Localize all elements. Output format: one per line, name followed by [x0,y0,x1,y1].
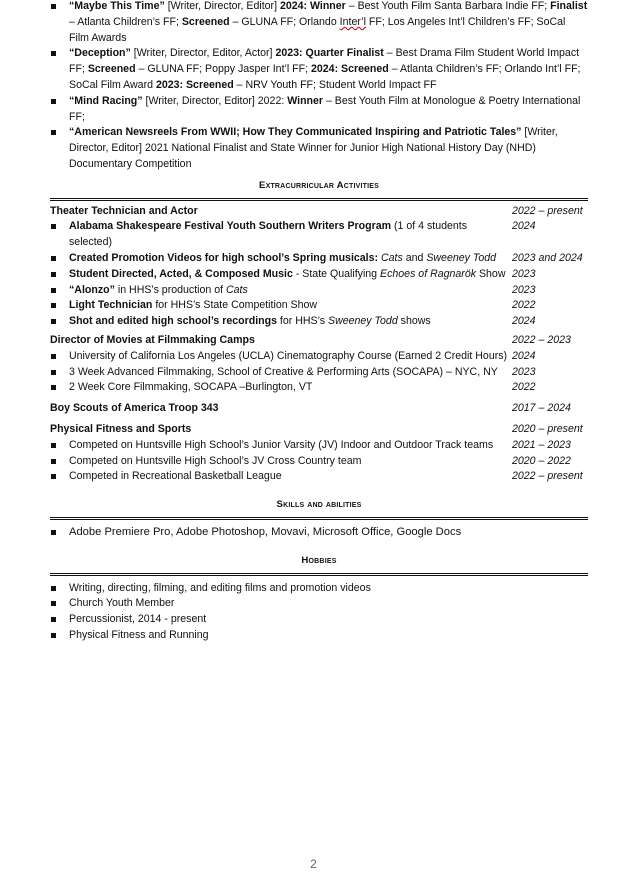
item-bold: Light Technician [69,299,153,312]
film-award: Screened [87,63,136,76]
bullet-icon [51,51,56,56]
item-date: 2022 – present [512,470,583,483]
hobby-text: Physical Fitness and Running [69,628,209,641]
activity-date: 2020 – present [512,422,583,435]
film-title: “Mind Racing” [69,94,143,107]
film-award: Winner [287,94,324,107]
film-roles: [Writer, Director, Editor, Actor] [130,47,276,60]
bullet-icon [51,459,56,464]
hobby-text: Church Youth Member [69,597,175,610]
film-award-text: – NRV Youth FF; Student World Impact FF [233,78,437,91]
section-title-skills [50,497,588,520]
item-text: Competed on Huntsville High School’s JV Cross Country team [69,454,362,467]
list-item [50,267,588,283]
item-date: 2022 [512,299,536,312]
film-entry [50,125,588,172]
list-item [50,438,588,454]
film-award-text: – Atlanta Children’s FF; [69,15,182,28]
list-item [50,251,588,267]
item-date: 2024 [512,349,536,362]
film-roles: [Writer, Director, Editor] 2022: [142,94,288,107]
section-title-text: Hobbies [301,554,337,566]
film-award-text: FF; Los Angeles Int’l Children’s FF; SoCal Film Awards [69,15,566,44]
misspelled-word: Inter’l [339,15,366,28]
list-item [50,469,588,485]
activity-heading-text: Physical Fitness and Sports [50,422,192,435]
list-item [50,219,588,251]
film-award-text: – GLUNA FF; Poppy Jasper Int’l FF; [135,63,311,76]
bullet-icon [51,617,56,622]
film-title: “Deception” [69,47,131,60]
item-text: in HHS’s production of [114,283,227,296]
activity-heading-text: Boy Scouts of America Troop 343 [50,402,219,415]
item-date: 2023 [512,267,536,280]
film-award-text: – Atlanta Children’s FF; Orlando Int’l FF; SoCal Film Award [69,63,581,91]
item-text: and [402,251,427,264]
bullet-icon [51,288,56,293]
film-award-text: – Best Youth Film Santa Barbara Indie FF; [345,0,551,12]
film-award: 2023: Screened [155,78,234,91]
hobby-text: Writing, directing, filming, and editing films and promotion videos [69,581,371,594]
bullet-icon [51,586,56,591]
item-bold: Shot and edited high school’s recordings [69,315,277,328]
bullet-icon [51,224,56,229]
item-date: 2023 and 2024 [512,251,583,264]
resume-page [50,0,588,644]
film-roles: [Writer, Director, Editor] 2021 National Finalist and State Winner for Junior High National History Day (NHD) Documentary Competition [69,126,558,170]
activity-heading [50,333,588,349]
item-date: 2024 [512,220,536,233]
film-award-text: – Best Youth Film at Monologue & Poetry International FF; [69,94,581,123]
item-italic: Cats [378,251,403,264]
item-date: 2021 – 2023 [512,438,571,451]
item-italic: Cats [226,283,248,296]
list-item [50,380,588,396]
hobbies-list [50,581,588,644]
bullet-icon [51,601,56,606]
film-entry [50,94,588,126]
item-text: University of California Los Angeles (UCLA) Cinematography Course (Earned 2 Credit Hours) [69,349,508,362]
film-title: “American Newsreels From WWII; How They Communicated Inspiring and Patriotic Tales” [69,126,522,139]
section-title-extracurricular [50,178,588,201]
item-text: (1 of 4 students selected) [69,220,468,249]
item-text: shows [397,315,431,328]
list-item [50,628,588,644]
bullet-icon [51,272,56,277]
list-item [50,365,588,381]
activity-date: 2017 – 2024 [512,402,571,415]
list-item [50,349,588,365]
item-italic: Sweeney Todd [328,315,398,328]
item-bold: Student Directed, Acted, & Composed Music [69,267,293,280]
list-item [50,612,588,628]
list-item [50,298,588,314]
film-entry [50,46,588,93]
list-item [50,283,588,299]
activity-heading [50,204,588,220]
film-award: 2024: Screened [311,63,389,76]
film-award: Finalist [550,0,588,12]
activity-heading-text: Theater Technician and Actor [50,204,198,217]
film-award: 2024: Winner [279,0,346,12]
film-entry [50,0,588,46]
film-award: Screened [181,15,230,28]
bullet-icon [51,633,56,638]
item-text: 2 Week Core Filmmaking, SOCAPA –Burlington, VT [69,381,313,394]
item-date: 2023 [512,283,536,296]
item-date: 2020 – 2022 [512,454,571,467]
bullet-icon [51,385,56,390]
item-text: 3 Week Advanced Filmmaking, School of Creative & Performing Arts (SOCAPA) – NYC, NY [69,365,498,378]
bullet-icon [51,319,56,324]
item-bold: Alabama Shakespeare Festival Youth Southern Writers Program [69,220,392,233]
bullet-icon [51,303,56,308]
activity-heading [50,401,588,417]
item-italic: Echoes of Ragnarök [380,267,477,280]
item-bold: Created Promotion Videos for high school’s Spring musicals: [69,251,379,264]
item-text: for HHS’s [276,315,329,328]
bullet-icon [51,99,56,104]
film-roles: [Writer, Director, Editor] [164,0,280,12]
item-text: for HHS’s State Competition Show [152,299,318,312]
item-bold: “Alonzo” [69,283,115,296]
bullet-icon [51,130,56,135]
skills-text: Adobe Premiere Pro, Adobe Photoshop, Movavi, Microsoft Office, Google Docs [69,525,462,538]
item-text: - State Qualifying [292,267,381,280]
bullet-icon [51,474,56,479]
item-date: 2024 [512,315,536,328]
item-text: Competed on Huntsville High School’s Junior Varsity (JV) Indoor and Outdoor Track teams [69,438,494,451]
bullet-icon [51,530,56,535]
item-date: 2023 [512,365,536,378]
film-award: 2023: Quarter Finalist [275,47,384,60]
item-text: Competed in Recreational Basketball League [69,470,282,483]
list-item [50,314,588,330]
item-italic: Sweeney Todd [426,251,497,264]
list-item [50,596,588,612]
activity-date: 2022 – present [512,204,583,217]
list-item [50,581,588,597]
bullet-icon [51,4,56,9]
bullet-icon [51,370,56,375]
bullet-icon [51,443,56,448]
bullet-icon [51,354,56,359]
bullet-icon [51,256,56,261]
film-award-text: – Best Drama Film Student World Impact FF; [69,47,580,76]
list-item [50,454,588,470]
hobby-text: Percussionist, 2014 - present [69,613,207,626]
item-date: 2022 [512,381,536,394]
section-title-text: Extracurricular Activities [258,179,379,191]
page-number: 2 [310,857,317,871]
section-title-text: Skills and abilities [276,499,362,511]
activity-heading-text: Director of Movies at Filmmaking Camps [50,333,255,346]
activity-date: 2022 – 2023 [512,333,571,346]
film-award-text: – GLUNA FF; Orlando [229,15,340,28]
section-title-hobbies [50,553,588,576]
activity-heading [50,422,588,438]
item-text: Show [476,267,506,280]
list-item [50,525,588,541]
film-title: “Maybe This Time” [69,0,165,12]
